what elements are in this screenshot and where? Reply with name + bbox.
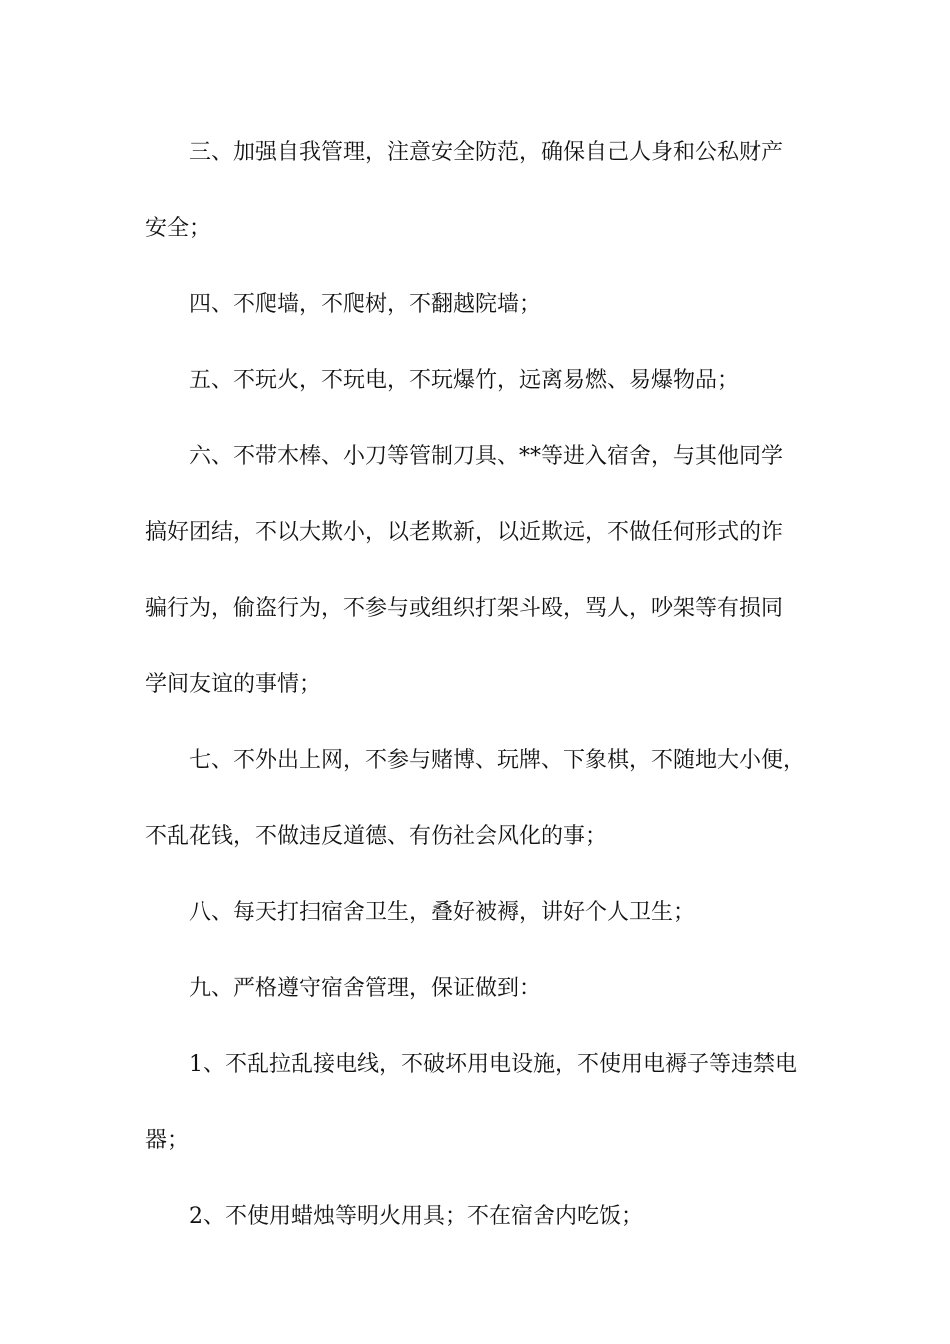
document-body	[145, 131, 830, 1271]
rule-6-line-4: 学间友谊的事情；	[145, 672, 322, 697]
rule-7-line-2: 不乱花钱，不做违反道德、有伤社会风化的事；	[145, 824, 608, 849]
rule-3-line-1: 三、加强自我管理，注意安全防范，确保自己人身和公私财产	[189, 140, 784, 165]
rule-9-item-1-line-1: 1、不乱拉乱接电线，不破坏用电设施，不使用电褥子等违禁电	[189, 1052, 797, 1077]
rule-4: 四、不爬墙，不爬树，不翻越院墙；	[189, 292, 542, 317]
rule-8: 八、每天打扫宿舍卫生，叠好被褥，讲好个人卫生；	[189, 900, 696, 925]
rule-5: 五、不玩火，不玩电，不玩爆竹，远离易燃、易爆物品；	[189, 368, 740, 393]
rule-6-line-3: 骗行为，偷盗行为，不参与或组织打架斗殴，骂人，吵架等有损同	[145, 596, 784, 621]
rule-3-line-2: 安全；	[145, 216, 212, 241]
rule-9-item-2: 2、不使用蜡烛等明火用具；不在宿舍内吃饭；	[189, 1204, 643, 1229]
rule-9: 九、严格遵守宿舍管理，保证做到：	[189, 976, 542, 1001]
rule-9-item-1-line-2: 器；	[145, 1128, 190, 1153]
rule-6-line-1: 六、不带木棒、小刀等管制刀具、**等进入宿舍，与其他同学	[189, 444, 784, 469]
rule-7-line-1: 七、不外出上网，不参与赌博、玩牌、下象棋，不随地大小便，	[189, 748, 806, 773]
rule-6-line-2: 搞好团结，不以大欺小，以老欺新，以近欺远，不做任何形式的诈	[145, 520, 784, 545]
